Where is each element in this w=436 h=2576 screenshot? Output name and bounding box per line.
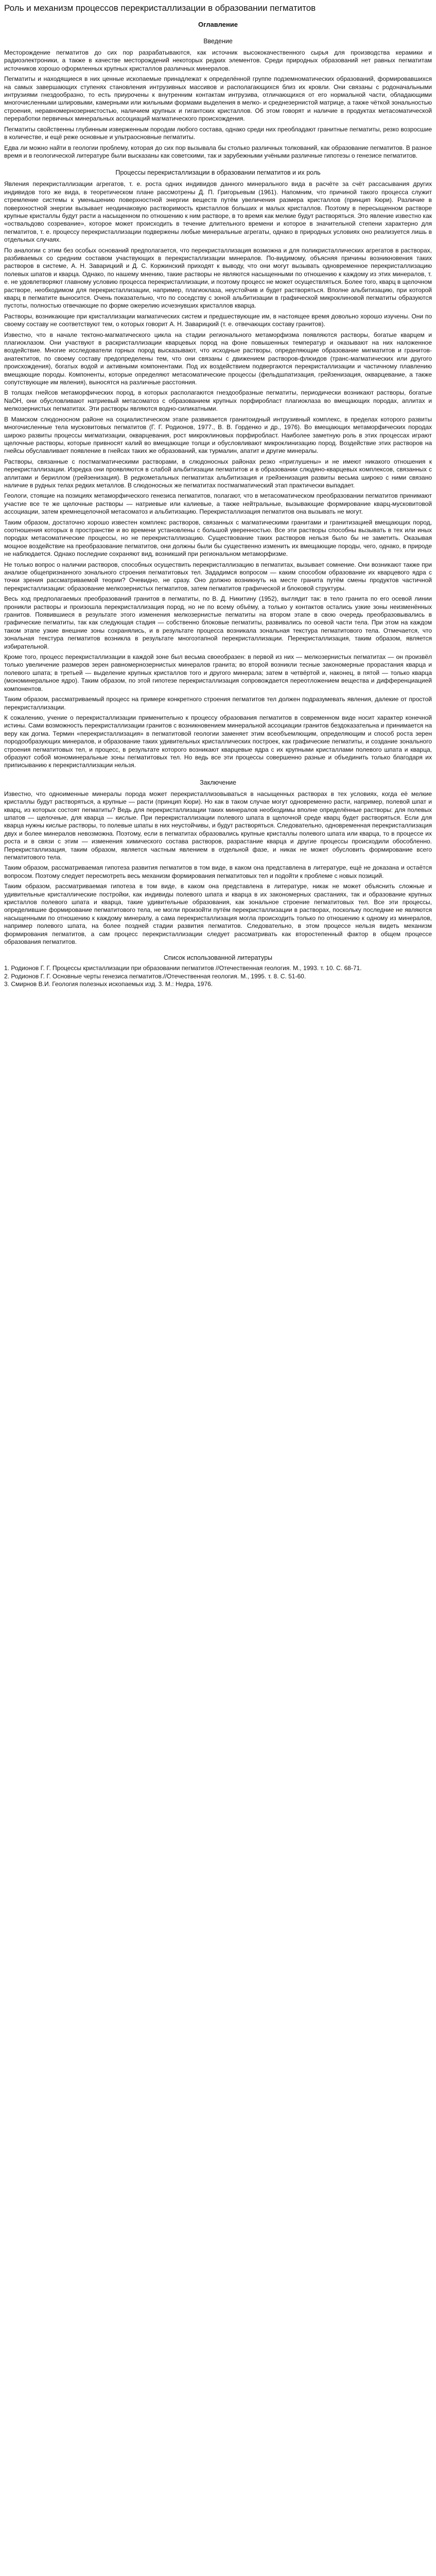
document-page [0,0,436,992]
paragraph: Геологи, стоящие на позициях метаморфического генезиса пегматитов, полагают, что в метасоматическом преобразовании пегматитов принимают участие все те же щелочные растворы — натриевые или калиевые, а также нейтральные, вызывающие формирование кварц-мусковитовой ассоциации, затем кремнещелочной метасоматоз и альбитизацию. Перекристаллизация пегматитов она вызывать не могут. [4,492,432,516]
paragraph: Весь ход предполагаемых преобразований гранитов в пегматиты, по В. Д. Никитину (1952), выглядит так: в тело гранита по его осевой линии проникли растворы и произошла перекристаллизация пород, но не по всему объёму, а только у контактов остались узкие зоны неизменённых гранитов. Появившиеся в результате этого изменения мелкозернистые пегматиты на втором этапе в свою очередь преобразовывались в графические пегматиты, так как следующая стадия — собственно блоковые пегматиты, развивались по осевой части тела. При этом на каждом таком этапе узкие внешние зоны сохранялись, и в результате процесса возникала зональная текстура пегматитового тела. Отмечается, что зональная текстура пегматитов возникла в результате многоэтапной перекристаллизации. Перекристаллизация, таким образом, является избирательной. [4,595,432,650]
paragraph: Известно, что одноименные минералы порода может перекристаллизовываться в насыщенных растворах в тех условиях, когда её мелкие кристаллы будут растворяться, а крупные — расти (принцип Кюри). Но как в таком случае могут одновременно расти, например, полевой шпат и кварц, из которых состоят пегматиты? Ведь для перекристаллизации таких минералов необходимы вполне определённые растворы: для полевых шпатов — щелочные, для кварца — кислые. При перекристаллизации полевого шпата в щелочной среде кварц будет растворяться. Если для кварца нужны кислые растворы, то полевые шпаты в них неустойчивы, и будут растворяться. Следовательно, одновременная перекристаллизация двух и более минералов невозможна. Поэтому, если в пегматитах образовались крупные кристаллы полевого шпата или кварца, то в процессе их роста и в связи с этим — изменения химического состава растворов, разрастание кварца и другие процессы происходили обособленно. Перекристаллизация, таким образом, является частным явлением в отдельной фазе, и никак не может обусловить формирование всего пегматитового тела. [4,790,432,861]
paragraph: Растворы, связанные с постмагматическими растворами, в слюдоносных районах резко «приглушены» и не имеют никакого отношения к перекристаллизации. Изредка они проявляются в слабой альбитизации пегматитов и в образовании слюдяно-кварцевых комплексов, связанных с аплитами и бериллом (грейзенизация). В редкометальных пегматитах альбитизация и грейзенизация развиты весьма широко с ними связано наличие в рудных телах редких металлов. В слюдоносных же пегматитах постмагматический этап практически выпадает. [4,457,432,489]
paragraph: Месторождение пегматитов до сих пор разрабатываются, как источник высококачественного сырья для производства керамики и радиоэлектроники, а также в качестве месторождений некоторых редких элементов. Среди природных образований нет равных пегматитам источников хорошо оформленных крупных кристаллов различных минералов. [4,49,432,72]
paragraph: Таким образом, рассматриваемая гипотеза развития пегматитов в том виде, в каком она представлена в литературе, ещё не доказана и остаётся вопросом. Поэтому следует пересмотреть весь механизм формирования пегматитовых тел и подойти к проблеме с новых позиций. [4,864,432,879]
section-title: Введение [203,38,233,45]
paragraph: Таким образом, рассматриваемый процесс на примере конкретного строения пегматитов тел должен подразумевать явления, далекие от простой перекристаллизации. [4,696,432,711]
document-title: Роль и механизм процессов перекристаллизации в образовании пегматитов [4,3,316,13]
paragraph: Едва ли можно найти в геологии проблему, которая до сих пор вызывала бы столько различных толкований, как образование пегматитов. В разное время и в геологической литературе были высказаны как советскими, так и зарубежными учёными различные гипотезы о генезисе пегматитов. [4,144,432,159]
section-title: Процессы перекристаллизации в образовании пегматитов и их роль [115,169,321,177]
reference-item: 1. Родионов Г. Г. Процессы кристаллизации при образовании пегматитов //Отечественная геология. М., 1993. т. 10. С. 68-71. [4,964,362,972]
paragraph: Пегматиты и находящиеся в них ценные ископаемые принадлежат к определённой группе подземноматических образований, формировавшихся на самых завершающих ступенях становления интрузивных массивов и располагающихся близ их кровли. Они связаны с родоначальными интрузиями гнездообразно, то есть приурочены к внутренним контактам интрузива, отличающихся от его нормальной части, обладающими многочисленными шлировыми, камерными или жильными формами выделения в мелко- и среднезернистой матрице, а также чёткой зональностью строения, неравномернозернистостью, наличием крупных и гигантских кристаллов. Об этом говорят и наличие в продуктах метасоматической переработки первичных минеральных ассоциаций магматического происхождения. [4,75,432,123]
paragraph: К сожалению, учение о перекристаллизации применительно к процессу образования пегматитов в современном виде носит характер конечной истины. Сами возможность перекристаллизации гранитов с возникновением минеральной ассоциации гранитов бездоказательна и принимается на веру как догма. Термин «перекристаллизация» в пегматитовой геологии заменяет этим всеобъемлющим, определяющим и способ роста зерен породообразующих минералов, и образование таких удивительных кристаллических построек, как графические пегматиты, и создание зонального строения пегматитовых тел, и процесс, в результате которого возникают кварцевые ядра с их крупными кристаллами полевого шпата и кварца, образуют собой мономинеральные зоны пегматитовых тел. Но ведь все эти процессы совершенно разные и объединить только благодаря их приписыванию к перекристаллизации нельзя. [4,714,432,769]
toc-heading: Оглавление [198,21,238,29]
sections-container [4,38,432,946]
paragraph: Известно, что в начале тектоно-магматического цикла на стадии регионального метаморфизма появляются растворы, богатые кварцем и плагиоклазом. Они участвуют в раскристаллизации кварцевых пород на фоне повышенных температур и оказывают на них наложенное воздействие. Многие исследователи горных пород высказывают, что исходные растворы, определяющие образование мигматитов и гранитов-анатектитов, по своему составу предопределены тем, что они связаны с движением растворов-флюидов (транс-магматических или другого происхождения), богатых водой и активными компонентами. Под их воздействием подвергаются перекристаллизации и частичному плавлению вмещающие породы. Компоненты, которые определяют метасоматические процессы (фельдшпатизация, грейзенизация, окварцевание, а также сопутствующие им явления), выносятся на различные расстояния. [4,331,432,386]
paragraph: Пегматиты свойственны глубинным изверженным породам любого состава, однако среди них преобладают гранитные пегматиты, резко возросшие в количестве, и ещё реже основные и ультраосновные пегматиты. [4,125,432,141]
paragraph: Кроме того, процесс перекристаллизации в каждой зоне был весьма своеобразен: в первой из них — мелкозернистых пегматитах — он произвёл только увеличение размеров зерен равномернозернистых минералов гранита; во второй возникли тесные закономерные прорастания кварца и полевого шпата; в третьей — выделение крупных кристаллов того и другого минерала; затем в четвёртой и, наконец, в пятой — только кварца (мономинеральное ядро). Таким образом, по этой гипотезе перекристаллизация сопровождается переотложением вещества и дифференциацией компонентов. [4,653,432,692]
paragraph: Не только вопрос о наличии растворов, способных осуществить перекристаллизацию в пегматитах, вызывает сомнение. Они возникают также при анализе общепризнанного зонального строения пегматитовых тел. Зададимся вопросом — каким способом образование их кварцевого ядра с точки зрения рассматриваемой теории? Очевидно, не сразу. Оно должно возникнуть на месте гранита путём смены продуктов частичной перекристаллизации: образование мелкозернистых пегматитов, затем пегматитов графической и блоковой структуры. [4,561,432,592]
paragraph: Таким образом, рассматриваемая гипотеза в том виде, в каком она представлена в литературе, никак не может объяснить сложные и удивительные кристаллические постройки, как индивиды полевого шпата и кварца в их закономерных срастаниях, так и образование крупных кристаллов полевого шпата и кварца, такие удивительные образования, как зональное строение пегматитовых тел. Все эти процессы, определившие формирование пегматитового тела, не могли произойти путём перекристаллизации в растворах, поскольку последние не являются насыщенными по отношению к каждому минералу, а сама перекристаллизация могла происходить только по отношению к одному из минералов, например полевого шпата, на более поздней стадии развития пегматитов. Следовательно, в этом процессе нельзя видеть механизм формирования пегматитов, а сам процесс перекристаллизации следует рассматривать как второстепенный фактор в общем процессе образования пегматитов. [4,883,432,946]
reference-item: 3. Смирнов В.И. Геология полезных ископаемых изд. 3. М.: Недра, 1976. [4,980,213,988]
paragraph: В Мамском слюдоносном районе на социалистическом этапе развивается гранитоидный интрузивный комплекс, в пределах которого развиты многочисленные тела мусковитовых пегматитов (Г. Г. Родионов, 1977., В. В. Горденко и др., 1976). Во вмещающих метаморфических породах широко развиты процессы мигматизации, окварцевания, рост микроклиновых порфиробласт. Наиболее заметную роль в этих процессах играют щелочные растворы, которые привносят калий во вмещающие толщи и обусловливают микроклинизацию пород. Воздействие этих растворов на гнейсы обуславливает появление в гнейсах таких же образований, как турмалин, апатит и другие минералы. [4,415,432,455]
references-title: Список использованной литературы [163,954,273,962]
section-title: Заключение [200,778,236,786]
paragraph: По аналогии с этим без особых оснований предполагается, что перекристаллизация возможна и для поликристаллических агрегатов в растворах, разбиваемых со средним составом участвующих в перекристаллизации минералов. По-видимому, объясняя причины возникновения таких растворов в системе, А. Н. Заварицкий и Д. С. Коржинский приходят к выводу, что они могут вызывать одновременное перекристаллизацию полевых шпатов и кварца. Однако, по нашему мнению, такие растворы не являются насыщенными по отношению к каждому из этих минералов, т. е. не удовлетворяют главному условию процесса перекристаллизации, и поэтому процесс не может осуществляться. Более того, кварц в щелочном растворе, необходимом для перекристаллизации, например, плагиоклаза, неустойчив и будет растворяться. Вполне альбитизацию, при которой кварц в пегматите выносится. Очень показательно, что по соседству с зоной альбитизации в графической микроклиновой пегматиты образуются пустоты, полностью отвечающие по форме ожерелию исчезнувших кристаллов кварца. [4,246,432,310]
paragraph: Явления перекристаллизации агрегатов, т. е. роста одних индивидов данного минерального вида в расчёте за счёт рассасывания других индивидов того же вида, в теоретическом плане рассмотрены Д. П. Григорьевым (1961). Напомним, что причиной такого процесса служит стремление системы к уменьшению поверхностной энергии веществ путём увеличения размера кристаллов (принцип Кюри). Различие в поверхностной энергии вызывает неодинаковую растворимость кристаллов больших и малых кристаллов. Поэтому в пересыщенном растворе крупные кристаллы будут расти а насыщенном по отношению к ним растворе, в то время как мелкие будут растворяться. Это явление известно как «оствальдово созревание», которое может происходить в течение длительного времени и которое в значительной степени характерно для пегматитов, т. е. процессу перекристаллизации подвержены любые минеральные агрегаты, однако в природных условиях оно реализуется лишь в отдельных случаях. [4,180,432,244]
paragraph: Растворы, возникающие при кристаллизации магматических систем и предшествующие им, в настоящее время довольно хорошо изучены. Они по своему составу не соответствуют тем, о которых говорит А. Н. Заварицкий (т. е. отвечающих составу гранитов). [4,312,432,328]
reference-item: 2. Родионов Г. Г. Основные черты генезиса пегматитов.//Отечественная геология. М., 1995. т. 8. С. 51-60. [4,972,306,980]
paragraph: Таким образом, достаточно хорошо известен комплекс растворов, связанных с магматическими гранитами и гранитизацией вмещающих пород, соотношения которых в пространстве и во времени установлены с большой уверенностью. Все эти растворы способны вызывать в тех или иных породах метасоматические процессы, но не перекристаллизацию. Существование таких растворов нельзя было бы не заметить. Оказывая мощное воздействие на преобразование пегматитов, они должны были бы существенно изменить их вмещающие породы, чего, однако, в природе не наблюдается. Однако последние сохраняют вид, возникший при региональном метаморфизме. [4,518,432,558]
paragraph: В толщах гнейсов метаморфических пород, в которых располагаются гнездообразные пегматиты, периодически возникают растворы, богатые NaOH, они обусловливают натриевый метасоматоз с образованием крупных порфиробласт плагиоклаза во вмещающих породах, аплитах и мелкозернистых пегматитах. Эти растворы являются водно-силикатными. [4,389,432,413]
references-list [4,964,432,988]
